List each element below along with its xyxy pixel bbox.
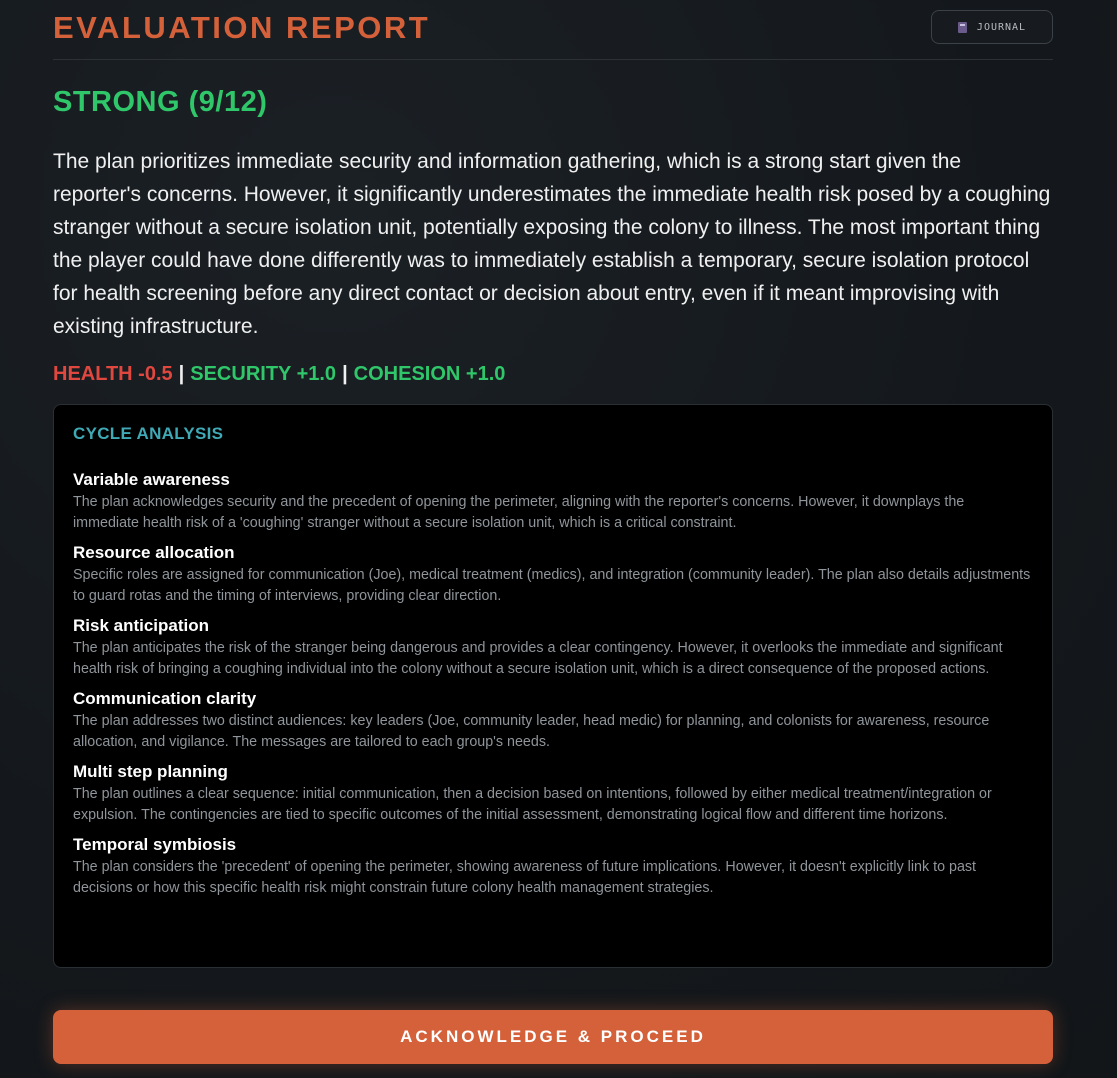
analysis-item: [73, 543, 1033, 607]
analysis-item-title: Communication clarity: [73, 689, 257, 708]
analysis-item-title: Resource allocation: [73, 543, 235, 562]
analysis-item: [73, 470, 1033, 534]
analysis-item-title: Temporal symbiosis: [73, 835, 237, 854]
journal-label: JOURNAL: [976, 21, 1027, 33]
analysis-item-text: The plan acknowledges security and the precedent of opening the perimeter, aligning with the reporter's concerns. However, it downplays the immediate health risk of a 'coughing' stranger without a secure isolation unit, which is a critical constraint.: [73, 494, 965, 531]
analysis-item-text: The plan considers the 'precedent' of opening the perimeter, showing awareness of future implications. However, it doesn't explicitly link to past decisions or how this specific health risk might constrain future colony health management strategies.: [73, 859, 977, 896]
evaluation-report-panel: [53, 0, 1053, 1046]
acknowledge-proceed-button[interactable]: ACKNOWLEDGE & PROCEED: [53, 1010, 1053, 1064]
page-title: EVALUATION REPORT: [53, 10, 431, 45]
stat-effects: [53, 363, 1053, 386]
analysis-item-title: Multi step planning: [73, 762, 228, 781]
journal-button[interactable]: [931, 10, 1053, 44]
effect-separator: |: [342, 363, 348, 385]
analysis-list: [73, 470, 1033, 899]
rating-score: STRONG (9/12): [53, 86, 268, 118]
analysis-item-text: The plan anticipates the risk of the stranger being dangerous and provides a clear contingency. However, it overlooks the immediate and significant health risk of bringing a coughing individual into the colony without a secure isolation unit, which is a direct consequence of the proposed actions.: [73, 640, 1003, 677]
analysis-item-text: Specific roles are assigned for communication (Joe), medical treatment (medics), and integration (community leader). The plan also details adjustments to guard rotas and the timing of interviews, providing clear direction.: [73, 567, 1031, 604]
analysis-item: [73, 689, 1033, 753]
health-effect: HEALTH -0.5: [53, 363, 173, 385]
analysis-item-title: Risk anticipation: [73, 616, 210, 635]
analysis-item-text: The plan outlines a clear sequence: initial communication, then a decision based on intentions, followed by either medical treatment/integration or expulsion. The contingencies are tied to specific outcomes of the initial assessment, demonstrating logical flow and different time horizons.: [73, 786, 992, 823]
analysis-item-title: Variable awareness: [73, 470, 230, 489]
analysis-item: [73, 616, 1033, 680]
book-icon: [958, 22, 967, 33]
cohesion-effect: COHESION +1.0: [353, 363, 506, 385]
summary-text: The plan prioritizes immediate security and information gathering, which is a strong start given the reporter's concerns. However, it significantly underestimates the immediate health risk posed by a coughing stranger without a secure isolation unit, potentially exposing the colony to illness. The most important thing the player could have done differently was to immediately establish a temporary, secure isolation protocol for health screening before any direct contact or decision about entry, even if it meant improvising with existing infrastructure.: [53, 150, 1051, 338]
analysis-item: [73, 835, 1033, 899]
effect-separator: |: [178, 363, 185, 385]
report-header: [53, 0, 1053, 60]
cycle-analysis-title: CYCLE ANALYSIS: [73, 424, 224, 443]
analysis-item-text: The plan addresses two distinct audiences: key leaders (Joe, community leader, head medic) for planning, and colonists for awareness, resource allocation, and vigilance. The messages are tailored to each group's needs.: [73, 713, 990, 750]
security-effect: SECURITY +1.0: [190, 363, 337, 385]
analysis-item: [73, 762, 1033, 826]
cycle-analysis-panel: [53, 404, 1053, 968]
